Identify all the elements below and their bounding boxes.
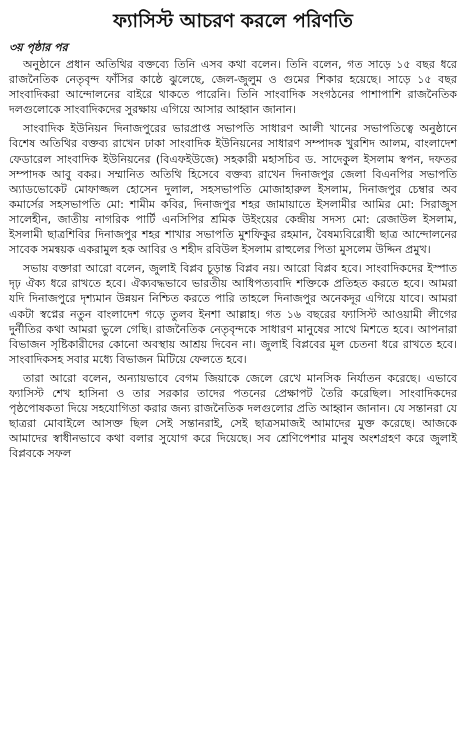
article-paragraph-2: সাংবাদিক ইউনিয়ন দিনাজপুরের ভারপ্রাপ্ত সভাপতি সাধারণ আলী খানের সভাপতিত্বে অনুষ্ঠানে বিশেষ অতিথির বক্তব্য রাখেন ঢাকা সাংবাদিক ইউনিয়নের সাধারণ সম্পাদক খুরশিদ আলম, বাংলাদেশ ফেডারেল সাংবাদিক ইউনিয়নের (বিএফইউজে) সহকারী মহাসচিব ড. সাদেকুল ইসলাম স্বপন, দফতর সম্পাদক আবু বকর। সম্মানিত অতিথি হিসেবে বক্তব্য রাখেন দিনাজপুর জেলা বিএনপির সভাপতি অ্যাডভোকেট মোফাজ্জল হোসেন দুলাল, সহসভাপতি মোজাহারুল ইসলাম, দিনাজপুর চেম্বার অব কমার্সের সহসভাপতি মো: শামীম কবির, দিনাজপুর শহর জামায়াতে ইসলামীর আমির মো: সিরাজুস সালেহীন, জাতীয় নাগরিক পার্টি এনসিপির শ্রমিক উইংয়ের কেন্দ্রীয় সদস্য মো: রেজাউল ইসলাম, ইসলামী ছাত্রশিবির দিনাজপুর শহর শাখার সভাপতি মুশফিকুর রহমান, বৈষম্যবিরোধী ছাত্র আন্দোলনের সাবেক সমন্বয়ক একরামুল হক আবির ও শহীদ রবিউল ইসলাম রাহুলের পিতা মুসলেম উদ্দিন প্রমুখ। bbox=[9, 122, 457, 257]
continued-from-label: ৩য় পৃষ্ঠার পর bbox=[9, 41, 68, 54]
article-paragraph-1: অনুষ্ঠানে প্রধান অতিথির বক্তব্যে তিনি এসব কথা বলেন। তিনি বলেন, গত সাড়ে ১৫ বছর ধরে রাজনৈতিক নেতৃবৃন্দ ফাঁসির কাষ্ঠে ঝুলেছে, জেল-জুলুম ও গুমের শিকার হয়েছে। সাড়ে ১৫ বছর সাংবাদিকরা আন্দোলনের বাইরে থাকতে পারেনি। তিনি সাংবাদিক সংগঠনের পাশাপাশি রাজনৈতিক দলগুলোকে সাংবাদিকদের সুরক্ষায় এগিয়ে আসার আহ্বান জানান। bbox=[9, 58, 457, 117]
article-paragraph-4: তারা আরো বলেন, অন্যায়ভাবে বেগম জিয়াকে জেলে রেখে মানসিক নির্যাতন করেছে। এভাবে ফ্যাসিস্ট শেখ হাসিনা ও তার সরকার তাদের পতনের প্রেক্ষাপট তৈরি করেছিল। সাংবাদিকদের পৃষ্ঠপোষকতা দিয়ে সহযোগিতা করার জন্য রাজনৈতিক দলগুলোর প্রতি আহ্বান জানান। যে সন্তানরা যে ছাত্ররা মোবাইলে আসক্ত ছিল সেই সন্তানরাই, সেই ছাত্রসমাজই আমাদের মুক্ত করেছে। আজকে আমাদের স্বাধীনভাবে কথা বলার সুযোগ করে দিয়েছে। সব শ্রেণিপেশার মানুষ অংশগ্রহণ করে জুলাই বিপ্লবকে সফল bbox=[9, 371, 457, 461]
article-headline: ফ্যাসিস্ট আচরণ করলে পরিণতি bbox=[113, 10, 353, 32]
article-paragraph-3: সভায় বক্তারা আরো বলেন, জুলাই বিপ্লব চূড়ান্ত বিপ্লব নয়। আরো বিপ্লব হবে। সাংবাদিকদের ইস্পাত দৃঢ় ঐক্য ধরে রাখতে হবে। ঐক্যবদ্ধভাবে ভারতীয় আধিপত্যবাদি শক্তিকে প্রতিহত করতে হবে। আমরা যদি দিনাজপুরে দৃশ্যমান উন্নয়ন নিশ্চিত করতে পারি তাহলে দিনাজপুর অনেকদূর এগিয়ে যাবে। আমরা একটা স্বপ্নের নতুন বাংলাদেশ গড়ে তুলব ইনশা আল্লাহ। গত ১৬ বছরের ফ্যাসিস্ট আওয়ামী লীগের দুর্নীতির কথা আমরা ভুলে গেছি। রাজনৈতিক নেতৃবৃন্দকে সাধারণ মানুষের সাথে মিশতে হবে। আপনারা বিভাজন সৃষ্টিকারীদের কোনো অবস্থায় আশ্রয় দিবেন না। জুলাই বিপ্লবের মূল চেতনা ধরে রাখতে হবে। সাংবাদিকসহ সবার মধ্যে বিভাজন মিটিয়ে ফেলতে হবে। bbox=[9, 262, 457, 366]
